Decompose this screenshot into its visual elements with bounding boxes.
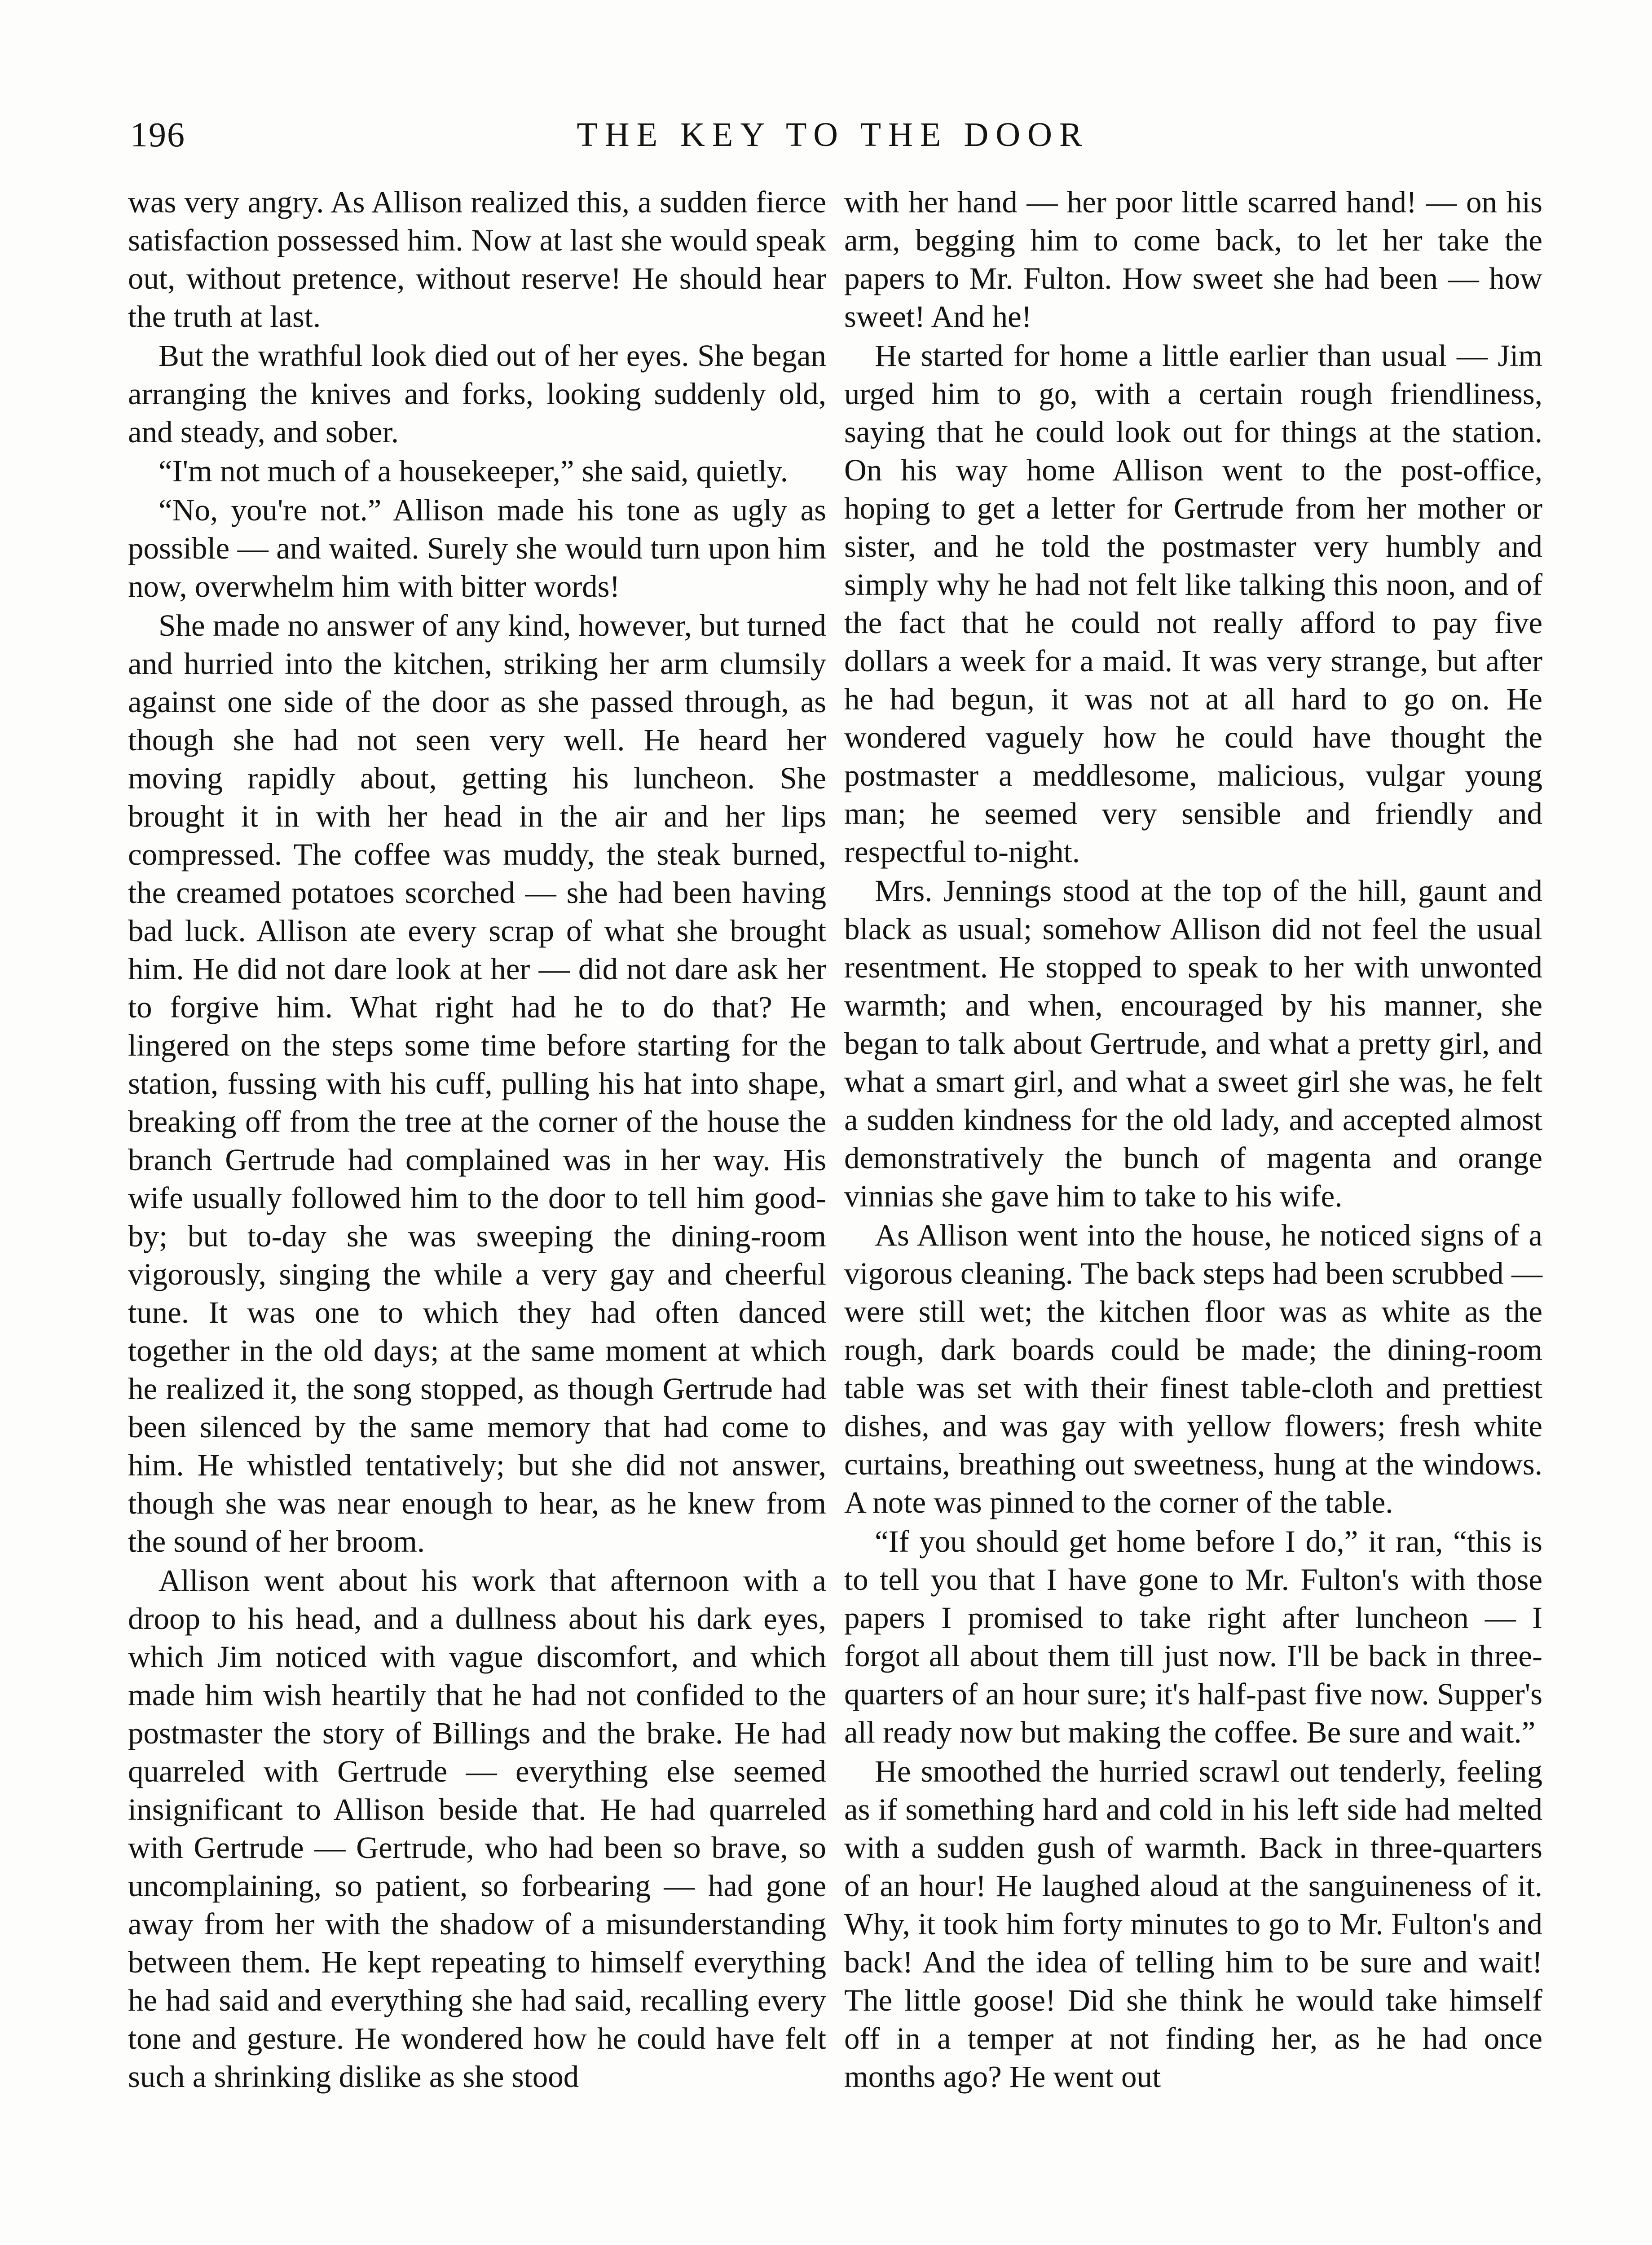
paragraph: He smoothed the hurried scrawl out tenderly, feeling as if something hard and cold in his left side had melted with a sudden gush of warmth. Back in three-quarters of an hour! He laughed aloud at the sanguineness of it. Why, it took him forty minutes to go to Mr. Fulton's and back! And the idea of telling him to be sure and wait! The little goose! Did she think he would take himself off in a temper at not finding her, as he had once months ago? He went out xyxy=(844,1754,1542,2094)
left-column xyxy=(128,183,826,2096)
paragraph: He started for home a little earlier than usual — Jim urged him to go, with a certain rough friendliness, saying that he could look out for things at the station. On his way home Allison went to the post-office, hoping to get a letter for Gertrude from her mother or sister, and he told the postmaster very humbly and simply why he had not felt like talking this noon, and of the fact that he could not really afford to pay five dollars a week for a maid. It was very strange, but after he had begun, it was not at all hard to go on. He wondered vaguely how he could have thought the postmaster a meddlesome, malicious, vulgar young man; he seemed very sensible and friendly and respectful to-night. xyxy=(844,339,1542,869)
paragraph: Allison went about his work that afternoon with a droop to his head, and a dullness about his dark eyes, which Jim noticed with vague discomfort, and which made him wish heartily that he had not confided to the postmaster the story of Billings and the brake. He had quarreled with Gertrude — everything else seemed insignificant to Allison beside that. He had quarreled with Gertrude — Gertrude, who had been so brave, so uncomplaining, so patient, so forbearing — had gone away from her with the shadow of a misunderstanding between them. He kept repeating to himself everything he had said and everything she had said, recalling every tone and gesture. He wondered how he could have felt such a shrinking dislike as she stood xyxy=(128,1563,826,2094)
right-column xyxy=(844,183,1542,2096)
paragraph: “No, you're not.” Allison made his tone as ugly as possible — and waited. Surely she would turn upon him now, overwhelm him with bitter words! xyxy=(128,493,826,603)
paragraph: “I'm not much of a housekeeper,” she said, quietly. xyxy=(159,454,789,488)
page-number: 196 xyxy=(130,115,185,154)
paragraph: As Allison went into the house, he noticed signs of a vigorous cleaning. The back steps had been scrubbed — were still wet; the kitchen floor was as white as the rough, dark boards could be made; the dining-room table was set with their finest table-cloth and prettiest dishes, and was gay with yellow flowers; fresh white curtains, breathing out sweetness, hung at the windows. A note was pinned to the corner of the table. xyxy=(844,1218,1542,1519)
paragraph: Mrs. Jennings stood at the top of the hill, gaunt and black as usual; somehow Allison did not feel the usual resentment. He stopped to speak to her with unwonted warmth; and when, encouraged by his manner, she began to talk about Gertrude, and what a pretty girl, and what a smart girl, and what a sweet girl she was, he felt a sudden kindness for the old lady, and accepted almost demonstratively the bunch of magenta and orange vinnias she gave him to take to his wife. xyxy=(844,874,1542,1213)
paragraph: with her hand — her poor little scarred hand! — on his arm, begging him to come back, to let her take the papers to Mr. Fulton. How sweet she had been — how sweet! And he! xyxy=(844,185,1542,334)
paragraph: was very angry. As Allison realized this, a sudden fierce satisfaction possessed him. Now at last she would speak out, without pretence, without reserve! He should hear the truth at last. xyxy=(128,185,826,334)
paragraph: She made no answer of any kind, however, but turned and hurried into the kitchen, striking her arm clumsily against one side of the door as she passed through, as though she had not seen very well. He heard her moving rapidly about, getting his luncheon. She brought it in with her head in the air and her lips compressed. The coffee was muddy, the steak burned, the creamed potatoes scorched — she had been having bad luck. Allison ate every scrap of what she brought him. He did not dare look at her — did not dare ask her to forgive him. What right had he to do that? He lingered on the steps some time before starting for the station, fussing with his cuff, pulling his hat into shape, breaking off from the tree at the corner of the house the branch Gertrude had complained was in her way. His wife usually followed him to the door to tell him good-by; but to-day she was sweeping the dining-room vigorously, singing the while a very gay and cheerful tune. It was one to which they had often danced together in the old days; at the same moment at which he realized it, the song stopped, as though Gertrude had been silenced by the same memory that had come to him. He whistled tentatively; but she did not answer, though she was near enough to hear, as he knew from the sound of her broom. xyxy=(128,608,826,1558)
running-title: THE KEY TO THE DOOR xyxy=(577,116,1089,154)
page-header xyxy=(130,110,1536,159)
paragraph: But the wrathful look died out of her eyes. She began arranging the knives and forks, looking suddenly old, and steady, and sober. xyxy=(128,339,826,449)
paragraph: “If you should get home before I do,” it ran, “this is to tell you that I have gone to Mr. Fulton's with those papers I promised to take right after luncheon — I forgot all about them till just now. I'll be back in three-quarters of an hour sure; it's half-past five now. Supper's all ready now but making the coffee. Be sure and wait.” xyxy=(844,1524,1542,1749)
